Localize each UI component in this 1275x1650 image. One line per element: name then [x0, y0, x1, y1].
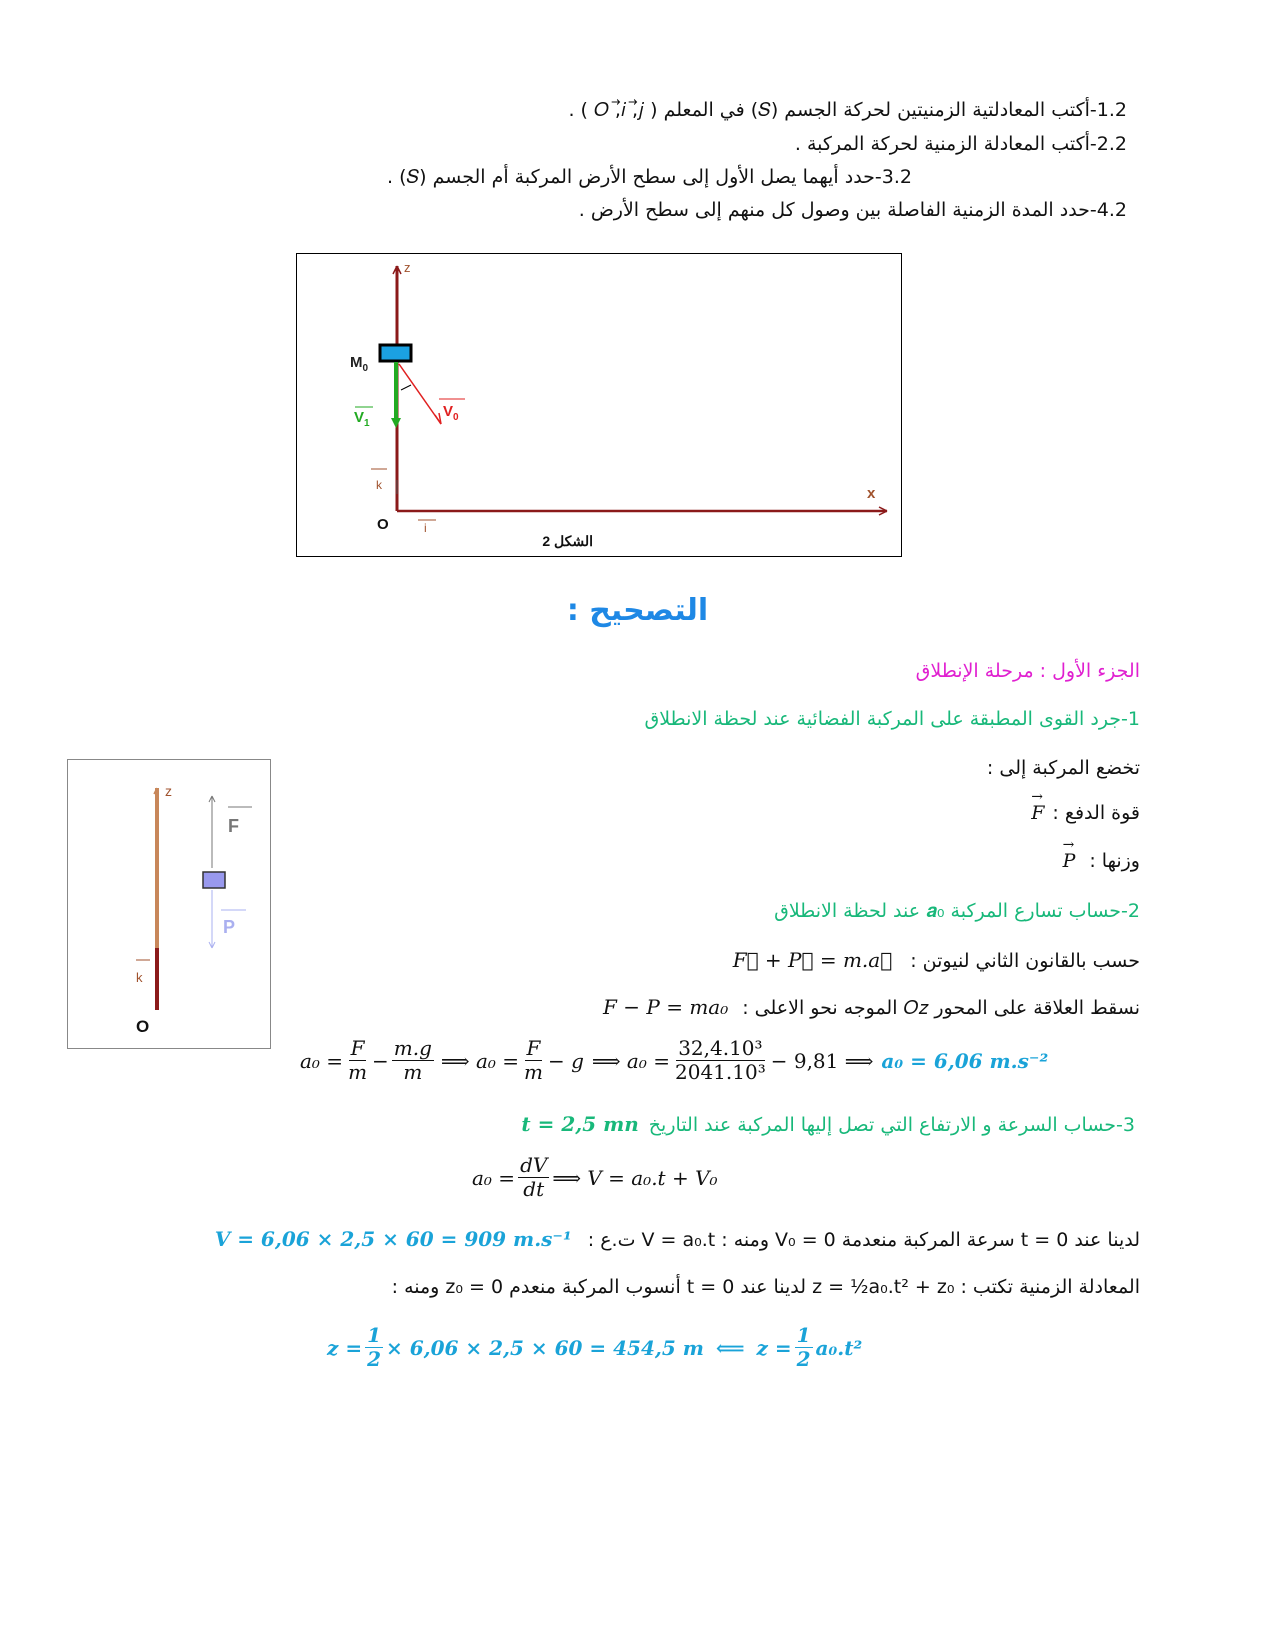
a0-result: a₀ = 6,06 m.s⁻²: [881, 1048, 1049, 1073]
z-label: z: [165, 783, 172, 799]
k-label: k: [136, 970, 143, 985]
projection-text: نسقط العلاقة على المحور 𝑂𝑧 الموجه نحو الاعلى :: [742, 997, 1140, 1019]
forces-drawing: [68, 760, 270, 1048]
q1-line-1: تخضع المركبة إلى :: [986, 757, 1140, 779]
question-1-2: 1.2-أكتب المعادلتية الزمنيتين لحركة الجسم (𝑆) في المعلم ( 𝑂 ,𝑖⃗ ,𝑗⃗ ) .: [568, 99, 1127, 121]
f-label: F: [228, 816, 239, 836]
origin-label: O: [136, 1017, 150, 1036]
block-m0: [380, 345, 411, 361]
a0-calculation: a₀ = $\frac{F}{m}$ − $\frac{m.g}{m}$ ⟹ a₀ = $\frac{F}{m}$ − g ⟹ a₀ = $\frac{\text{32,4.10³}}{\text{2041.10³}}$ − 9,81 ⟹ a₀ = 6,06 m.s⁻²: [300, 1036, 1049, 1084]
newton-line: [733, 948, 1140, 972]
x-label: x: [867, 485, 876, 502]
thrust-line: [1031, 789, 1140, 824]
question-3-2: 3.2-حدد أيهما يصل الأول إلى سطح الأرض المركبة أم الجسم (𝑆) .: [386, 166, 912, 188]
weight-label: وزنها :: [1089, 850, 1140, 872]
v-text: لدينا عند t = 0 سرعة المركبة منعدمة V₀ = 0 ومنه : V = a₀.t ت.ع :: [587, 1229, 1140, 1251]
newton-equation: F⃗ + P⃗ = m.a⃗: [732, 948, 893, 972]
q1-title: 1-جرد القوى المطبقة على المركبة الفضائية عند لحظة الانطلاق: [644, 708, 1140, 730]
part-1-title: الجزء الأول : مرحلة الإنطلاق: [915, 660, 1140, 682]
dv-equation: a₀ = $\frac{dV}{dt}$ ⟹ V = a₀.t + V₀: [472, 1153, 718, 1201]
k-label: k: [376, 478, 382, 492]
z-result: z = $\frac{1}{2}$ × 6,06 × 2,5 × 60 = 454,5 m ⟸ z = $\frac{1}{2}$ a₀.t²: [327, 1323, 863, 1371]
p-label: P: [223, 917, 236, 937]
v1-label: $V_1$: [354, 409, 370, 429]
origin-label: O: [377, 516, 389, 533]
v0-label: $V_0$: [443, 403, 459, 423]
z-text: المعادلة الزمنية تكتب : z = ½a₀.t² + z₀ لدينا عند t = 0 أنسوب المركبة منعدم z₀ = 0 ومنه :: [391, 1276, 1140, 1298]
v0-vector: [399, 364, 441, 424]
figure-2-caption: الشكل 2: [542, 533, 593, 549]
projection-line: [603, 995, 1140, 1019]
q3-time: t = 2,5 mn: [521, 1112, 639, 1136]
question-4-2: 4.2-حدد المدة الزمنية الفاصلة بين وصول كل منهم إلى سطح الأرض .: [578, 199, 1127, 221]
q3-title: 3-حساب السرعة و الارتفاع التي تصل إليها المركبة عند التاريخ: [648, 1114, 1135, 1136]
newton-text: حسب بالقانون الثاني لنيوتن :: [910, 950, 1140, 972]
q3-line: [521, 1112, 1135, 1136]
figure-2: [296, 253, 902, 557]
question-2-2: 2.2-أكتب المعادلة الزمنية لحركة المركبة .: [794, 133, 1127, 155]
i-label: i: [424, 521, 427, 535]
forces-figure: [67, 759, 271, 1049]
weight-symbol: → P: [1062, 837, 1076, 872]
m0-label: $M_0$: [350, 354, 369, 374]
v-line: [215, 1227, 1140, 1251]
z-label: z: [404, 260, 411, 275]
correction-title: التصحيح :: [566, 593, 709, 628]
block: [203, 872, 225, 888]
thrust-label: قوة الدفع :: [1052, 802, 1140, 824]
v-result: V = 6,06 × 2,5 × 60 = 909 m.s⁻¹: [214, 1227, 572, 1251]
thrust-symbol: → F: [1031, 789, 1045, 824]
weight-line: [1062, 837, 1140, 872]
figure-2-drawing: [297, 254, 901, 556]
projection-equation: F − P = ma₀: [603, 995, 729, 1019]
q2-title: 2-حساب تسارع المركبة 𝒂₀ عند لحظة الانطلاق: [774, 900, 1140, 922]
